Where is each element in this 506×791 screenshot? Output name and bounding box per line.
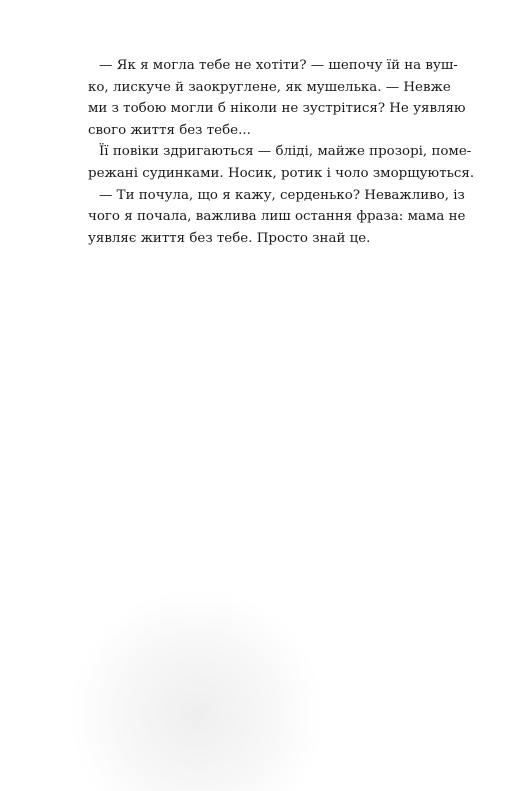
text-line-7: — Ти почула, що я кажу, серденько? Неважливо, із — [99, 187, 465, 203]
page-smudge — [72, 590, 322, 791]
text-line-4: свого життя без тебе... — [88, 122, 251, 138]
text-line-3: ми з тобою могли б ніколи не зустрітися? Не уявляю — [88, 101, 466, 117]
text-line-8: чого я почала, важлива лиш остання фраза: мама не — [88, 209, 466, 225]
text-line-1: — Як я могла тебе не хотіти? — шепочу їй на вуш- — [99, 58, 458, 73]
text-line-9: уявляє життя без тебе. Просто знай це. — [88, 230, 371, 246]
page-text — [88, 55, 475, 249]
text-line-5: Її повіки здригаються — бліді, майже прозорі, поме- — [99, 144, 472, 160]
text-line-6: режані судинками. Носик, ротик і чоло зморщуються. — [88, 165, 475, 181]
text-line-2: ко, лискуче й заокруглене, як мушелька. — Невже — [88, 79, 451, 95]
